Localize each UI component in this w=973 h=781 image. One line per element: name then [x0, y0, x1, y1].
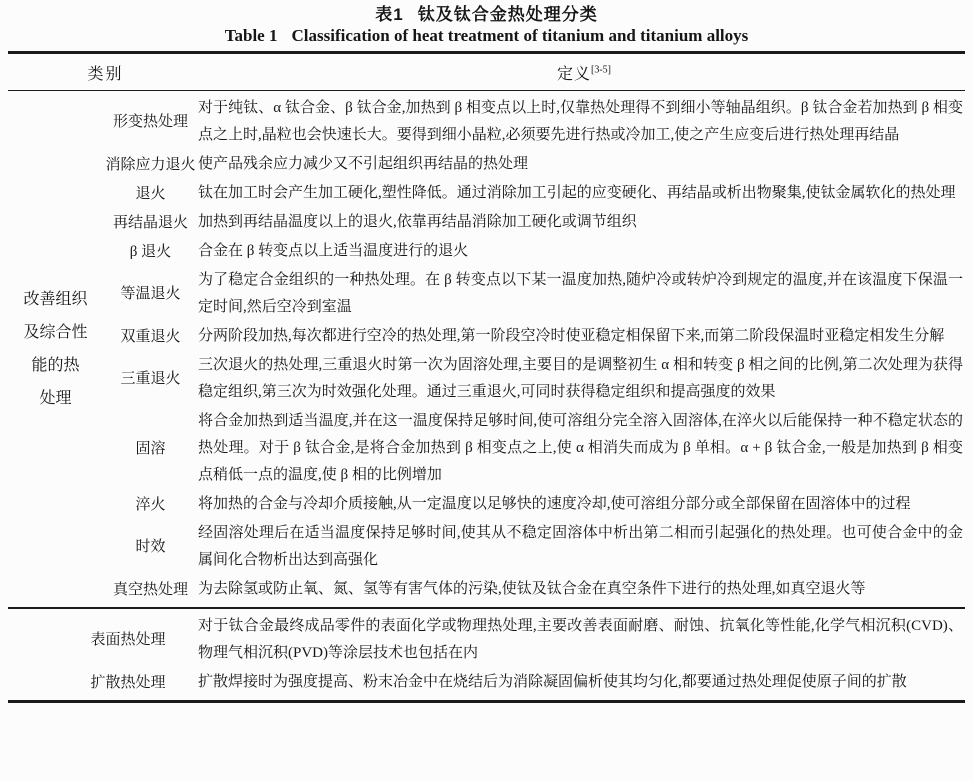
table-title-en-text: Classification of heat treatment of titanium and titanium alloys	[291, 26, 749, 45]
table-number-cn: 表1	[375, 5, 404, 24]
table-title-en	[8, 25, 965, 47]
treatment-definition: 经固溶处理后在适当温度保持足够时间,使其从不稳定固溶体中析出第二相而引起强化的热处理。也可使合金中的金属间化合物析出达到高强化	[198, 525, 963, 568]
treatment-name: 退火	[135, 185, 166, 202]
table-row	[103, 352, 965, 406]
category-group-label	[8, 93, 103, 605]
treatment-definition: 为了稳定合金组织的一种热处理。在 β 转变点以下某一温度加热,随炉冷或转炉冷到规定的温度,并在该温度下保温一定时间,然后空冷到室温	[198, 272, 963, 315]
treatment-name: 再结晶退火	[112, 214, 188, 231]
treatment-name: 消除应力退火	[105, 156, 196, 173]
treatment-name: 时效	[135, 539, 166, 555]
treatment-rows	[103, 93, 965, 605]
group-label-line: 能的热	[31, 357, 80, 374]
bottom-table-body	[8, 609, 965, 700]
table-row	[103, 576, 965, 603]
table-row	[103, 238, 965, 265]
citation-superscript: [3-5]	[591, 64, 611, 76]
treatment-definition: 加热到再结晶温度以上的退火,依靠再结晶消除加工硬化或调节组织	[198, 214, 637, 230]
column-header-category: 类别	[87, 65, 124, 83]
treatment-definition: 对于钛合金最终成品零件的表面化学或物理热处理,主要改善表面耐磨、耐蚀、抗氧化等性能,化学气相沉积(CVD)、物理气相沉积(PVD)等涂层技术也包括在内	[198, 618, 963, 661]
group-label-line: 改善组织	[23, 291, 88, 308]
main-table-body	[8, 91, 965, 607]
table-row	[103, 95, 965, 149]
table-header-row	[8, 54, 965, 90]
treatment-definition: 三次退火的热处理,三重退火时第一次为固溶处理,主要目的是调整初生 α 相和转变 β 相之间的比例,第二次处理为获得稳定组织,第三次为时效强化处理。通过三重退火,可同时获得稳定组织和提高强度的效果	[198, 357, 963, 400]
table-row	[103, 209, 965, 236]
treatment-definition: 分两阶段加热,每次都进行空冷的热处理,第一阶段空冷时使亚稳定相保留下来,而第二阶段保温时亚稳定相发生分解	[198, 328, 945, 344]
treatment-name: 扩散热处理	[90, 674, 166, 691]
treatment-name: 形变热处理	[112, 114, 188, 130]
table-row	[103, 520, 965, 574]
table-bottom-rule	[8, 700, 965, 703]
treatment-definition: 合金在 β 转变点以上适当温度进行的退火	[198, 243, 469, 259]
treatment-definition: 扩散焊接时为强度提高、粉末冶金中在烧结后为消除凝固偏析使其均匀化,都要通过热处理促使原子间的扩散	[198, 674, 907, 690]
treatment-name: 固溶	[135, 440, 166, 457]
table-row	[103, 408, 965, 489]
treatment-name: 双重退火	[120, 328, 181, 345]
column-header-definition	[203, 61, 965, 84]
treatment-name: 真空热处理	[112, 581, 188, 598]
treatment-definition: 钛在加工时会产生加工硬化,塑性降低。通过消除加工引起的应变硬化、再结晶或析出物聚集,使钛金属软化的热处理	[198, 185, 956, 201]
table-row	[8, 613, 965, 667]
treatment-name: 表面热处理	[90, 632, 166, 648]
treatment-name: 淬火	[135, 496, 166, 513]
treatment-definition: 将加热的合金与冷却介质接触,从一定温度以足够快的速度冷却,使可溶组分部分或全部保留在固溶体中的过程	[198, 496, 911, 512]
treatment-name: 三重退火	[120, 371, 181, 387]
table-row	[103, 151, 965, 178]
group-label-line: 处理	[39, 390, 72, 407]
table-row	[103, 323, 965, 350]
table-row	[103, 491, 965, 518]
table-row	[103, 267, 965, 321]
treatment-definition: 使产品残余应力减少又不引起组织再结晶的热处理	[198, 156, 529, 172]
treatment-name: β 退火	[129, 243, 172, 260]
group-label-line: 及综合性	[23, 324, 88, 341]
treatment-definition: 为去除氢或防止氧、氮、氢等有害气体的污染,使钛及钛合金在真空条件下进行的热处理,如真空退火等	[198, 581, 866, 597]
treatment-name: 等温退火	[120, 286, 181, 302]
treatment-definition: 将合金加热到适当温度,并在这一温度保持足够时间,使可溶组分完全溶入固溶体,在淬火以后能保持一种不稳定状态的热处理。对于 β 钛合金,是将合金加热到 β 相变点之上,使 α 相消失而成为 β 单相。α + β 钛合金,一般是加热到 β 相变点稍低一点的温度,使 β 相的比例增加	[198, 413, 963, 483]
table-number-en: Table 1	[224, 26, 278, 45]
table-title-cn	[8, 4, 965, 25]
definition-header-text: 定义	[556, 65, 591, 83]
table-row	[8, 669, 965, 696]
treatment-definition: 对于纯钛、α 钛合金、β 钛合金,加热到 β 相变点以上时,仅靠热处理得不到细小等轴晶组织。β 钛合金若加热到 β 相变点之上时,晶粒也会快速长大。要得到细小晶粒,必须要先进行热或冷加工,使之产生应变后进行热处理再结晶	[198, 100, 963, 143]
table-row	[103, 180, 965, 207]
table-title-cn-text: 钛及钛合金热处理分类	[417, 5, 598, 24]
